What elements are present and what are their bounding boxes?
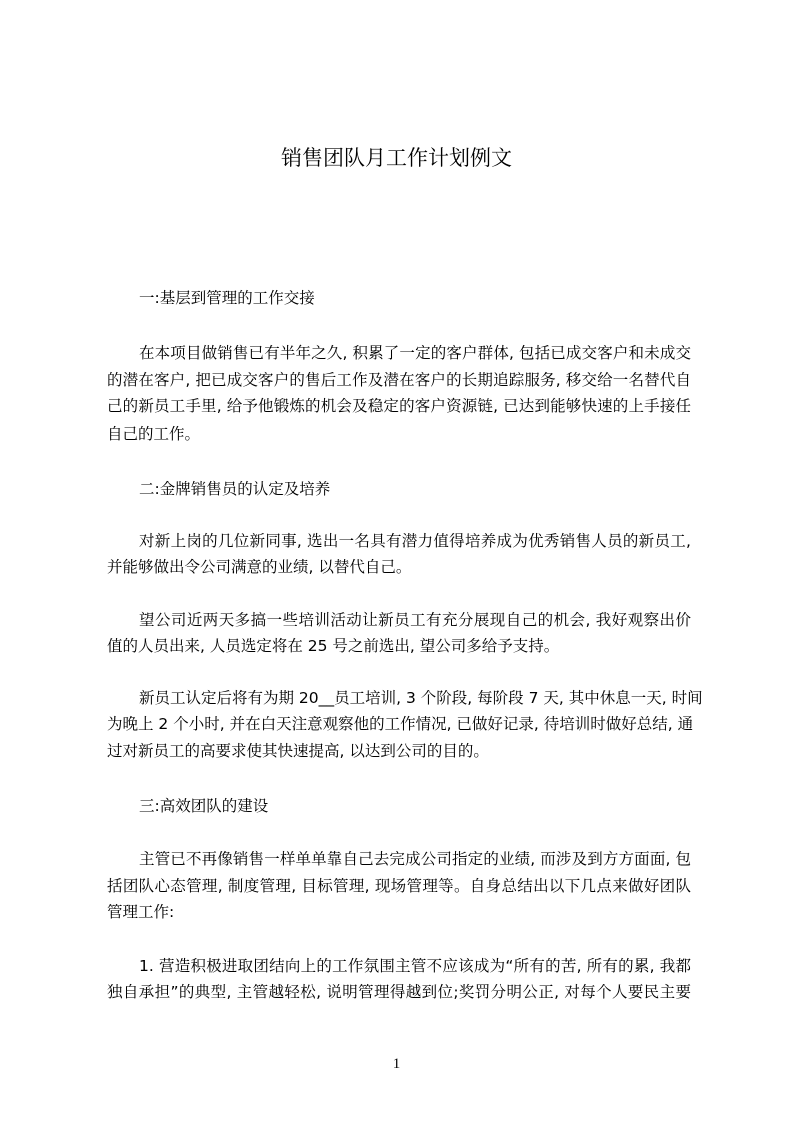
paragraph-line: 在本项目做销售已有半年之久, 积累了一定的客户群体, 包括已成交客户和未成交 [139,344,691,362]
paragraph-line: 并能够做出令公司满意的业绩, 以替代自己。 [107,558,412,576]
paragraph-line: 1. 营造积极进取团结向上的工作氛围主管不应该成为“所有的苦, 所有的累, 我都 [139,957,691,975]
section-heading: 二:金牌销售员的认定及培养 [139,480,331,498]
document-title: 销售团队月工作计划例文 [281,146,512,170]
section-heading: 三:高效团队的建设 [139,797,269,815]
paragraph-line: 望公司近两天多搞一些培训活动让新员工有充分展现自己的机会, 我好观察出价 [139,611,691,629]
paragraph-line: 己的新员工手里, 给予他锻炼的机会及稳定的客户资源链, 已达到能够快速的上手接任 [107,397,691,415]
paragraph-line: 的潜在客户, 把已成交客户的售后工作及潜在客户的长期追踪服务, 移交给一名替代自 [107,371,691,389]
paragraph-line: 新员工认定后将有为期 20__员工培训, 3 个阶段, 每阶段 7 天, 其中休息一天, 时间 [139,689,703,707]
paragraph-line: 对新上岗的几位新同事, 选出一名具有潜力值得培养成为优秀销售人员的新员工, [139,532,691,550]
section-heading: 一:基层到管理的工作交接 [139,289,315,307]
paragraph-line: 管理工作: [107,903,175,921]
paragraph-line: 独自承担”的典型, 主管越轻松, 说明管理得越到位;奖罚分明公正, 对每个人要民主要 [107,983,691,1001]
page-number: 1 [392,1056,401,1072]
paragraph-line: 过对新员工的高要求使其快速提高, 以达到公司的目的。 [107,742,489,760]
paragraph-line: 自己的工作。 [107,425,201,443]
paragraph-line: 值的人员出来, 人员选定将在 25 号之前选出, 望公司多给予支持。 [107,637,560,655]
paragraph-line: 主管已不再像销售一样单单靠自己去完成公司指定的业绩, 而涉及到方方面面, 包 [139,850,691,868]
paragraph-line: 为晚上 2 个小时, 并在白天注意观察他的工作情况, 已做好记录, 待培训时做好总结, 通 [107,715,694,733]
paragraph-line: 括团队心态管理, 制度管理, 目标管理, 现场管理等。自身总结出以下几点来做好团队 [107,877,691,895]
